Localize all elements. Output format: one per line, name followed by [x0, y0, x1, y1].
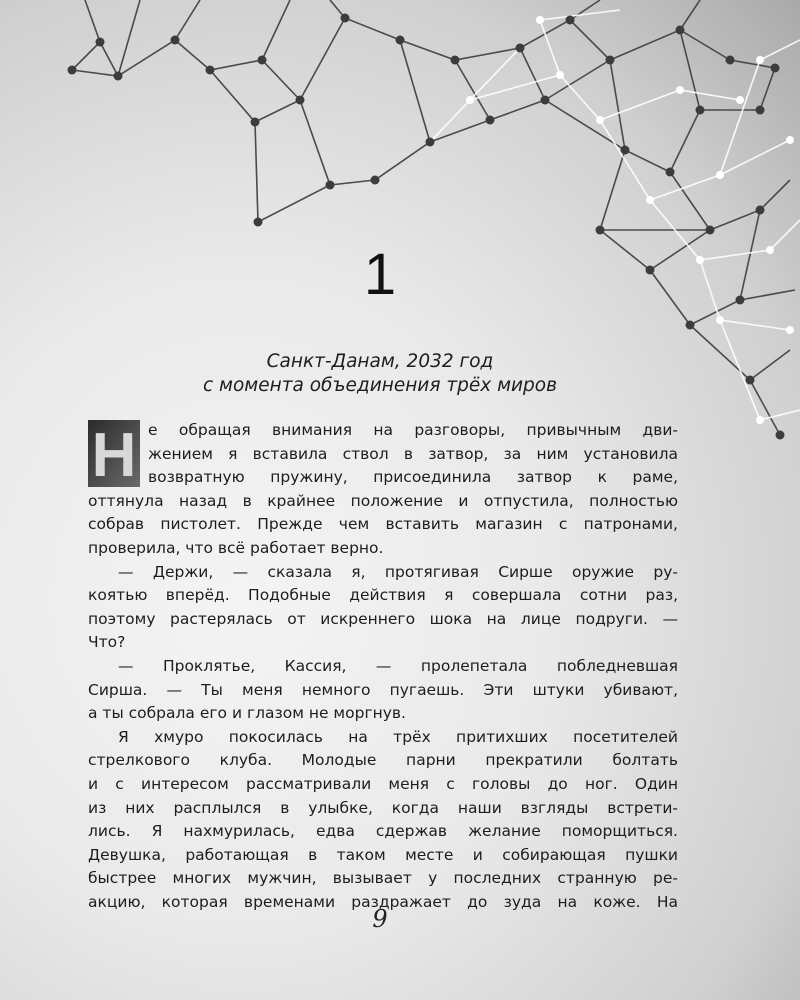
- text-line: е обращая внимания на разговоры, привычным дви-: [148, 421, 678, 439]
- text-line: собрав пистолет. Прежде чем вставить магазин с патронами,: [88, 515, 678, 534]
- text-line: проверила, что всё работает верно.: [88, 538, 384, 557]
- chapter-number: 1: [363, 242, 397, 307]
- chapter-setting: [0, 350, 760, 398]
- text-line: — Держи, — сказала я, протягивая Сирше оружие ру-: [118, 562, 678, 581]
- body-text: [88, 419, 678, 914]
- text-line: акцию, которая временами раздражает до зуда на коже. На: [88, 892, 678, 911]
- text-line: Девушка, работающая в таком месте и собирающая пушки: [88, 845, 678, 864]
- setting-line-2: с момента объединения трёх миров: [202, 375, 558, 396]
- text-line: Сирша. — Ты меня немного пугаешь. Эти штуки убивают,: [88, 680, 678, 699]
- text-line: и с интересом рассматривали меня с головы до ног. Один: [88, 774, 678, 793]
- text-line: возвратную пружину, присоединила затвор к раме,: [148, 468, 678, 487]
- text-line: Что?: [88, 633, 126, 652]
- text-line: быстрее многих мужчин, вызывает у последних странную ре-: [88, 869, 678, 888]
- setting-line-1: Санкт-Данам, 2032 год: [266, 351, 494, 372]
- text-line: оттянула назад в крайнее положение и отпустила, полностью: [88, 491, 678, 510]
- text-line: стрелкового клуба. Молодые парни прекратили болтать: [88, 751, 678, 770]
- text-line: из них расплылся в улыбке, когда наши взгляды встрети-: [88, 798, 678, 817]
- paragraph-1-dropcap-lines: [88, 419, 678, 490]
- drop-cap-letter: Н: [91, 421, 137, 487]
- text-line: Я хмуро покосилась на трёх притихших посетителей: [118, 727, 678, 746]
- text-line: жением я вставила ствол в затвор, за ним установила: [148, 444, 678, 463]
- text-line: — Проклятье, Кассия, — пролепетала побледневшая: [118, 656, 678, 675]
- page-number: 9: [372, 905, 388, 933]
- text-line: лись. Я нахмурилась, едва сдержав желание поморщиться.: [88, 822, 678, 841]
- text-line: коятью вперёд. Подобные действия я совершала сотни раз,: [88, 586, 678, 605]
- text-line: а ты собрала его и глазом не моргнув.: [88, 704, 406, 723]
- text-line: поэтому растерялась от искреннего шока на лице подруги. —: [88, 609, 678, 628]
